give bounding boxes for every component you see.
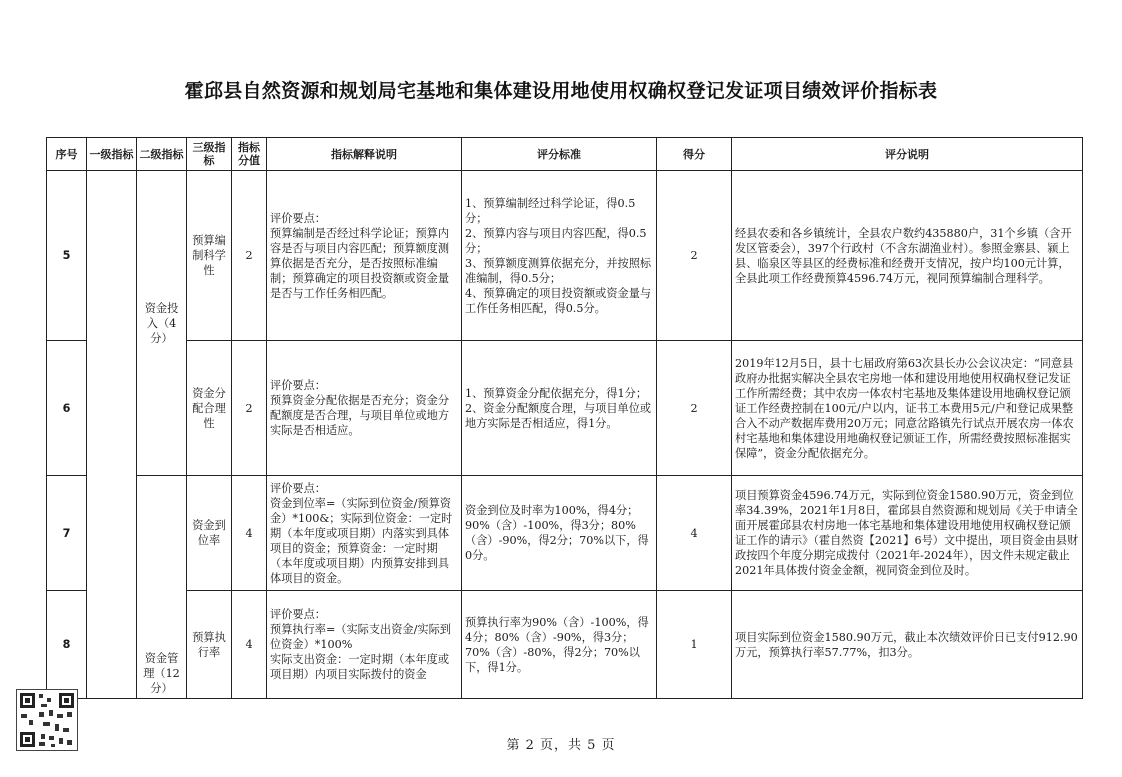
criteria-text: 资金到位及时率为100%，得4分；90%（含）-100%，得3分；80%（含）-90%，得2分；70%以下，得0分。 bbox=[465, 504, 649, 562]
score-note-cell bbox=[732, 591, 1083, 699]
level3-cell: 预算编制科学性 bbox=[187, 171, 232, 341]
points-cell: 2 bbox=[232, 341, 267, 476]
score-note-cell bbox=[732, 476, 1083, 591]
criteria-text: 预算执行率为90%（含）-100%，得4分；80%（含）-90%，得3分；70%（含）-80%，得2分；70%以下，得1分。 bbox=[465, 615, 649, 674]
score-note-text: 项目预算资金4596.74万元，实际到位资金1580.90万元，资金到位率34.39%，2021年1月8日，霍邱县自然资源和规划局《关于申请全面开展霍邱县农村房地一体宅基地和集体建设用地使用权确权登记颁证工作的请示》（霍自然资【2021】6号）文中提出，项目资金由县财政按四个年度分期完成拨付（2021年-2024年），因文件未规定截止2021年具体拨付资金金额，视同资金到位及时。 bbox=[735, 489, 1079, 577]
description-text: 评价要点： 预算编制是否经过科学论证；预算内容是否与项目内容匹配；预算额度测算依据是否充分，是否按照标准编制；预算确定的项目投资额或资金量是否与工作任务相匹配。 bbox=[270, 211, 450, 300]
score-note-text: 经县农委和各乡镇统计，全县农户数约435880户，31个乡镇（含开发区管委会），397个行政村（不含东湖渔业村）。参照金寨县、颍上县、临泉区等县区的经费标准和经费开支情况，按户均100元计算，全县此项工作经费预算4596.74万元，视同预算编制合理科学。 bbox=[735, 226, 1072, 285]
score-cell: 2 bbox=[657, 341, 732, 476]
table-row bbox=[47, 341, 1083, 476]
table-header-row bbox=[47, 138, 1083, 171]
row-no: 5 bbox=[47, 171, 87, 341]
criteria-cell bbox=[462, 476, 657, 591]
table-row bbox=[47, 476, 1083, 591]
level2-cell: 资金投入（4分） bbox=[137, 171, 187, 476]
header-score-note: 评分说明 bbox=[732, 138, 1083, 171]
header-score: 得分 bbox=[657, 138, 732, 171]
description-cell bbox=[267, 171, 462, 341]
score-note-cell bbox=[732, 171, 1083, 341]
header-level1: 一级指标 bbox=[87, 138, 137, 171]
points-cell: 2 bbox=[232, 171, 267, 341]
header-level3: 三级指标 bbox=[187, 138, 232, 171]
points-cell: 4 bbox=[232, 476, 267, 591]
row-no: 7 bbox=[47, 476, 87, 591]
score-cell: 1 bbox=[657, 591, 732, 699]
description-cell bbox=[267, 591, 462, 699]
description-text: 评价要点： 预算执行率=（实际支出资金/实际到位资金）*100% 实际支出资金：一定时期（本年度或项目期）内项目实际拨付的资金 bbox=[270, 608, 451, 681]
header-level2: 二级指标 bbox=[137, 138, 187, 171]
description-text: 评价要点： 资金到位率=（实际到位资金/预算资金）*100&；实际到位资金：一定时期（本年度或项目期）内落实到具体项目的资金；预算资金：一定时期（本年度或项目期）内预算安排到具体项目的资金。 bbox=[270, 481, 453, 585]
level1-cell bbox=[87, 171, 137, 699]
table-row bbox=[47, 591, 1083, 699]
description-cell bbox=[267, 476, 462, 591]
level3-cell: 资金分配合理性 bbox=[187, 341, 232, 476]
level3-cell: 资金到位率 bbox=[187, 476, 232, 591]
criteria-text: 1、预算资金分配依据充分，得1分； 2、资金分配额度合理，与项目单位或地方实际是否相适应，得1分。 bbox=[465, 386, 652, 430]
criteria-cell bbox=[462, 591, 657, 699]
description-cell bbox=[267, 341, 462, 476]
header-description: 指标解释说明 bbox=[267, 138, 462, 171]
level3-cell: 预算执行率 bbox=[187, 591, 232, 699]
score-cell: 2 bbox=[657, 171, 732, 341]
evaluation-table bbox=[46, 137, 1083, 699]
level2-cell: 资金管理（12分） bbox=[137, 476, 187, 699]
header-points: 指标分值 bbox=[232, 138, 267, 171]
document-title: 霍邱县自然资源和规划局宅基地和集体建设用地使用权确权登记发证项目绩效评价指标表 bbox=[184, 80, 938, 102]
criteria-cell bbox=[462, 341, 657, 476]
table-row bbox=[47, 171, 1083, 341]
score-note-text: 2019年12月5日，县十七届政府第63次县长办公会议决定：“同意县政府办批据实解决全县农宅房地一体和建设用地使用权确权登记发证工作所需经费；其中农房一体农村宅基地及集体建设用地确权登记颁证工作经费控制在100元/户以内，证书工本费用5元/户和登记成果整合入不动产数据库费用20万元；同意岔路镇先行试点开展农房一体农村宅基地和集体建设用地确权登记颁证工作，所需经费按照标准据实保障”，资金分配依据充分。 bbox=[735, 356, 1074, 460]
score-cell: 4 bbox=[657, 476, 732, 591]
row-no: 6 bbox=[47, 341, 87, 476]
page-footer: 第 2 页，共 5 页 bbox=[506, 738, 616, 753]
score-note-text: 项目实际到位资金1580.90万元，截止本次绩效评价日已支付912.90万元，预算执行率57.77%，扣3分。 bbox=[735, 630, 1078, 659]
row-no: 8 bbox=[47, 591, 87, 699]
header-criteria: 评分标准 bbox=[462, 138, 657, 171]
points-cell: 4 bbox=[232, 591, 267, 699]
criteria-cell bbox=[462, 171, 657, 341]
description-text: 评价要点： 预算资金分配依据是否充分；资金分配额度是否合理，与项目单位或地方实际是否相适应。 bbox=[270, 379, 450, 437]
criteria-text: 1、预算编制经过科学论证，得0.5分； 2、预算内容与项目内容匹配，得0.5分； 3、预算额度测算依据充分，并按照标准编制，得0.5分； 4、预算确定的项目投资额或资金量与工作任务相匹配，得0.5分。 bbox=[465, 196, 652, 315]
header-no: 序号 bbox=[47, 138, 87, 171]
score-note-cell bbox=[732, 341, 1083, 476]
